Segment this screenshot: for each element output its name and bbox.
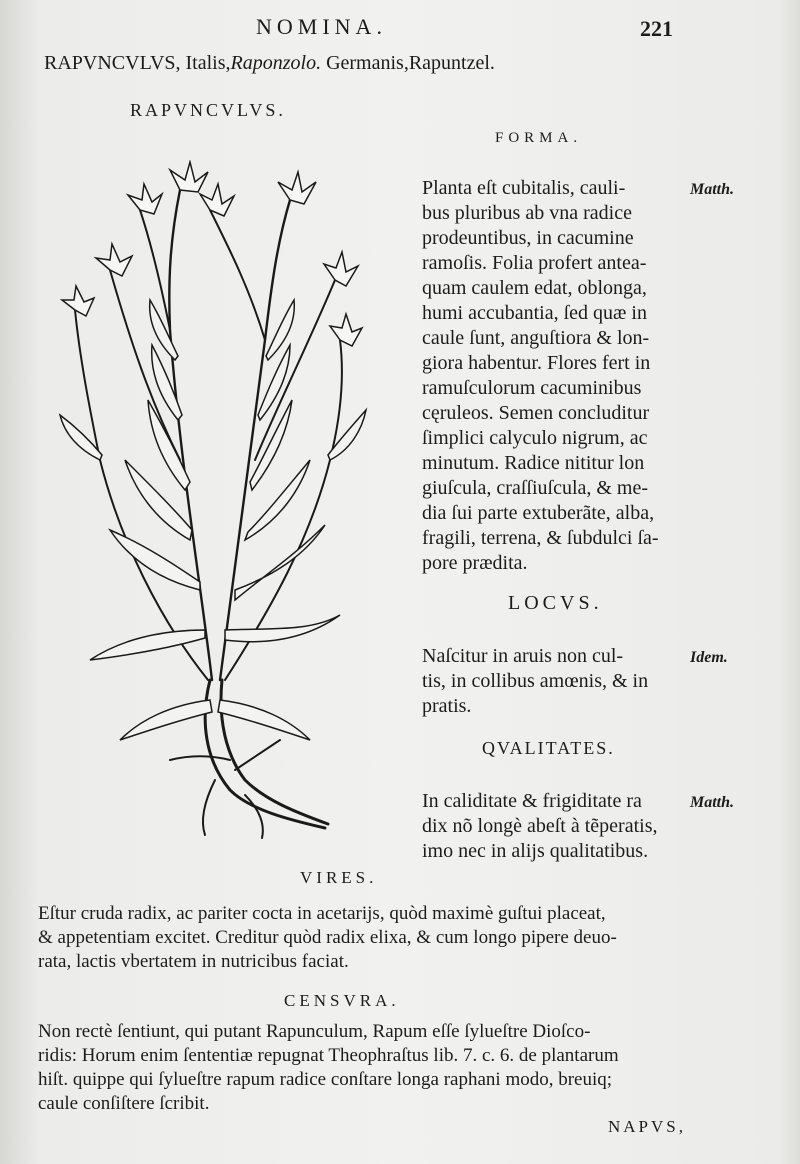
- locus-heading: LOCVS.: [508, 592, 603, 614]
- text-line: Eſtur cruda radix, ac pariter cocta in acetarijs, quòd maximè guſtui placeat,: [38, 903, 606, 924]
- text-line: caule conſiſtere ſcribit.: [38, 1093, 210, 1114]
- text-line: hiſt. quippe qui ſylueſtre rapum radice conſtare longa raphani modo, breuiq;: [38, 1069, 613, 1090]
- vires-text: [38, 902, 617, 974]
- catchword: NAPVS,: [608, 1117, 686, 1136]
- text-line: ridis: Horum enim ſententiæ repugnat Theophraſtus lib. 7. c. 6. de plantarum: [38, 1045, 619, 1066]
- locus-side-note: Idem.: [690, 649, 728, 666]
- names-part-2: Raponzolo.: [230, 52, 322, 74]
- text-line: In caliditate & frigiditate ra: [422, 790, 642, 812]
- text-line: pratis.: [422, 695, 472, 717]
- censura-text: [38, 1020, 619, 1116]
- page-number: 221: [640, 16, 673, 41]
- text-line: Planta eſt cubitalis, cauli-: [422, 177, 626, 199]
- forma-text: [422, 176, 659, 576]
- plant-names-line: [44, 52, 495, 75]
- text-line: bus pluribus ab vna radice: [422, 202, 632, 224]
- text-line: fragili, terrena, & ſubdulci ſa-: [422, 527, 659, 549]
- qualitates-text: [422, 789, 657, 864]
- text-line: cęruleos. Semen concluditur: [422, 402, 650, 424]
- text-line: giora habentur. Flores fert in: [422, 352, 651, 374]
- rampion-plant-woodcut-icon: [40, 160, 370, 840]
- text-line: Non rectè ſentiunt, qui putant Rapunculum, Rapum eſſe ſylueſtre Dioſco-: [38, 1021, 591, 1042]
- text-line: dia ſui parte extuberãte, alba,: [422, 502, 655, 524]
- censura-heading: CENSVRA.: [284, 991, 400, 1010]
- text-line: ramuſculorum cacuminibus: [422, 377, 642, 399]
- plant-title: RAPVNCVLVS.: [130, 100, 286, 120]
- text-line: dix nõ longè abeſt à tẽperatis,: [422, 815, 658, 837]
- text-line: imo nec in alijs qualitatibus.: [422, 840, 649, 862]
- text-line: caule ſunt, anguſtiora & lon-: [422, 327, 650, 349]
- running-title: NOMINA.: [256, 14, 387, 39]
- text-line: giuſcula, craſſiuſcula, & me-: [422, 477, 649, 499]
- names-part-4: Rapuntzel.: [408, 52, 495, 74]
- locus-text: [422, 644, 648, 719]
- text-line: ſimplici calyculo nigrum, ac: [422, 427, 648, 449]
- text-line: prodeuntibus, in cacumine: [422, 227, 634, 249]
- vires-heading: VIRES.: [300, 868, 378, 887]
- names-part-3: Germanis,: [321, 52, 409, 74]
- text-line: pore prædita.: [422, 552, 528, 574]
- qualitates-side-note: Matth.: [690, 794, 735, 811]
- text-line: minutum. Radice nititur lon: [422, 452, 645, 474]
- qualitates-heading: QVALITATES.: [482, 738, 615, 758]
- forma-heading: FORMA.: [495, 130, 583, 146]
- forma-side-note: Matth.: [690, 181, 735, 198]
- text-line: & appetentiam excitet. Creditur quòd radix elixa, & cum longo pipere deuo-: [38, 927, 617, 948]
- names-part-1: RAPVNCVLVS, Italis,: [44, 52, 231, 74]
- text-line: quam caulem edat, oblonga,: [422, 277, 647, 299]
- text-line: Naſcitur in aruis non cul-: [422, 645, 624, 667]
- text-line: ramoſis. Folia profert antea-: [422, 252, 647, 274]
- text-line: rata, lactis vbertatem in nutricibus faciat.: [38, 951, 349, 972]
- text-line: humi accubantia, ſed quæ in: [422, 302, 647, 324]
- text-line: tis, in collibus amœnis, & in: [422, 670, 649, 692]
